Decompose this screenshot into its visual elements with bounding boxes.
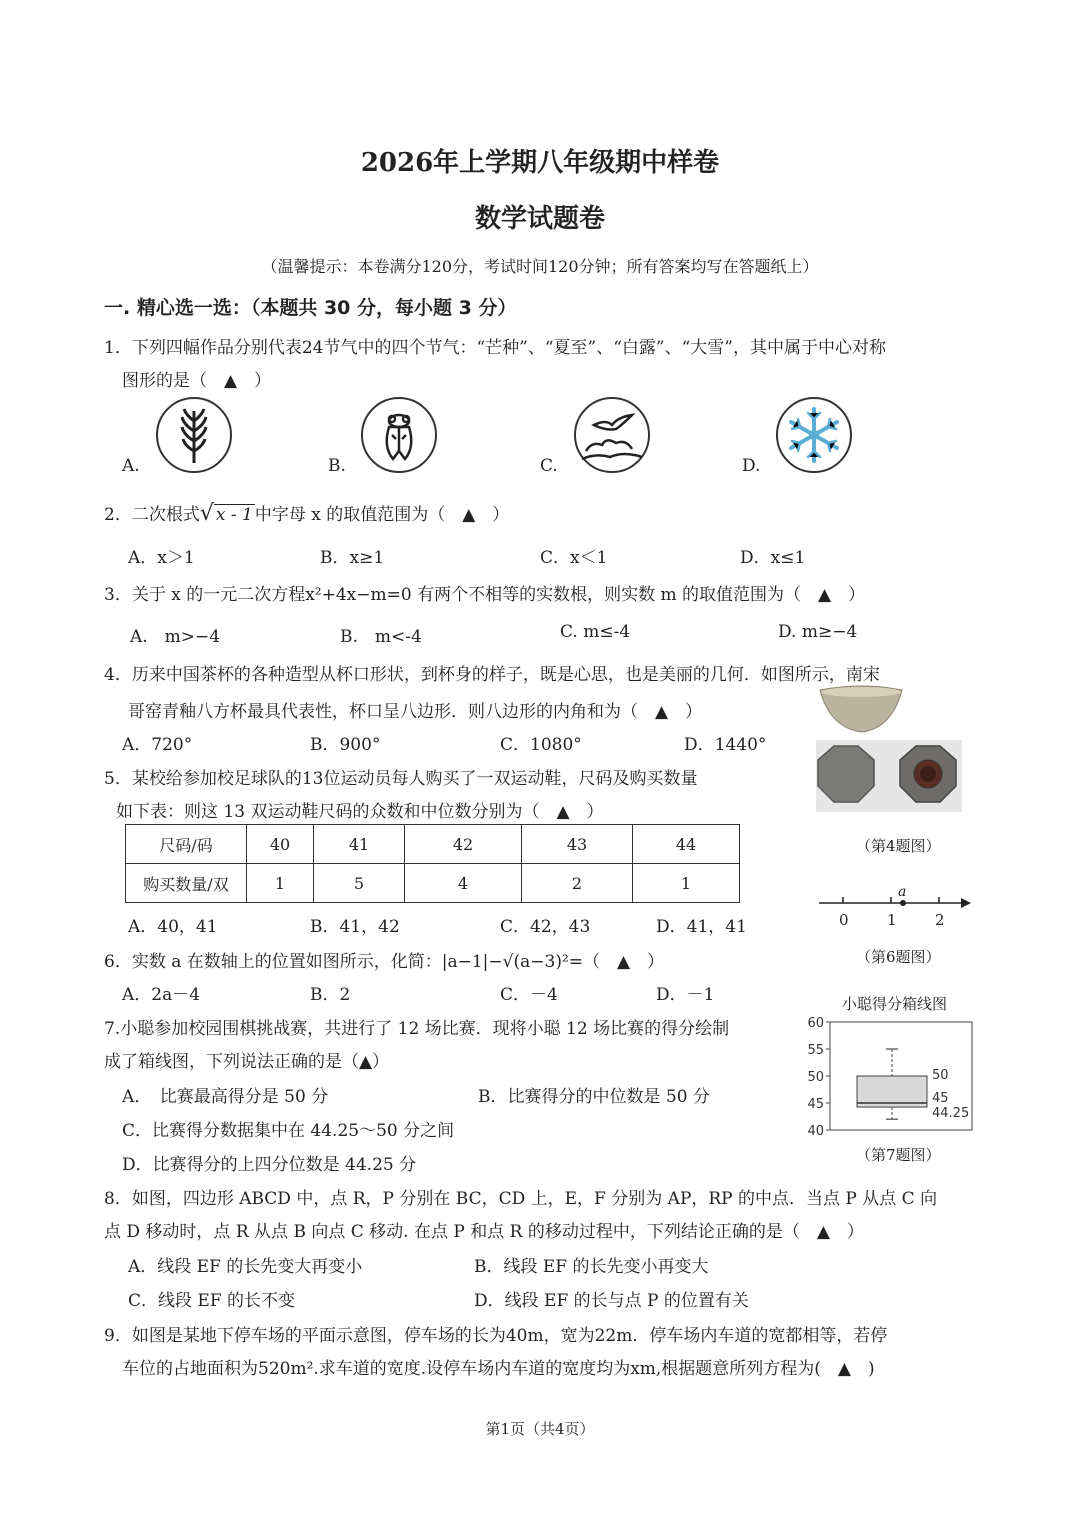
q3-option-d: D. m≥−4 — [778, 622, 858, 642]
page-footer: 第1页（共4页） — [485, 1420, 595, 1438]
q4-option-a: A．720° — [122, 735, 193, 755]
q5-option-d: D．41，41 — [656, 917, 747, 937]
q3-option-a: A. m>−4 — [130, 627, 221, 647]
q1-line1: 1．下列四幅作品分别代表24节气中的四个节气：“芒种”、“夏至”、“白露”、“大雪”，其中属于中心对称 — [104, 338, 886, 358]
boxplot-title: 小聪得分箱线图 — [842, 995, 948, 1013]
sqrt-icon: √ — [199, 501, 214, 526]
y-tick-label-1: 45 — [807, 1097, 824, 1112]
q9-line2: 车位的占地面积为520m².求车道的宽度.设停车场内车道的宽度均为xm,根据题意所列方程为( ▲ ) — [122, 1359, 875, 1379]
shoe-size-table — [125, 824, 740, 903]
q4-caption: （第4题图） — [856, 837, 941, 855]
q9-line1: 9．如图是某地下停车场的平面示意图，停车场的长为40m，宽为22m．停车场内车道的宽都相等，若停 — [104, 1326, 888, 1346]
table-cell: 尺码/码 — [126, 825, 247, 864]
q1-option-d: D. — [742, 456, 761, 476]
q4-line2: 哥窑青釉八方杯最具代表性，杯口呈八边形．则八边形的内角和为（ ▲ ） — [128, 702, 703, 722]
table-cell: 4 — [405, 864, 522, 903]
q6-caption: （第6题图） — [856, 948, 941, 966]
table-cell: 43 — [522, 825, 633, 864]
q8-line1: 8．如图，四边形 ABCD 中，点 R，P 分别在 BC，CD 上，E，F 分别为 AP，RP 的中点．当点 P 从点 C 向 — [104, 1189, 938, 1209]
q5-option-a: A．40，41 — [128, 917, 218, 937]
boxplot-chart — [800, 1012, 980, 1142]
q8-option-d: D．线段 EF 的长与点 P 的位置有关 — [474, 1291, 749, 1311]
q7-caption: （第7题图） — [856, 1146, 941, 1164]
y-tick-label-3: 55 — [807, 1043, 824, 1058]
table-cell: 40 — [247, 825, 314, 864]
q5-line1: 5．某校给参加校足球队的13位运动员每人购买了一双运动鞋，尺码及购买数量 — [104, 769, 698, 789]
numberline-tick-1: 1 — [887, 911, 897, 929]
q5-line2: 如下表：则这 13 双运动鞋尺码的众数和中位数分别为（ ▲ ） — [116, 802, 604, 822]
exam-title: 2026年上学期八年级期中样卷 — [360, 148, 720, 178]
q7-option-d: D．比赛得分的上四分位数是 44.25 分 — [122, 1155, 417, 1175]
q6-option-a: A．2a－4 — [122, 985, 201, 1005]
y-tick-label-2: 50 — [807, 1070, 824, 1085]
q1-option-c: C. — [540, 456, 558, 476]
q2-radicand: x - 1 — [215, 505, 253, 525]
cicada-icon — [361, 397, 437, 473]
q2-option-a: A．x＞1 — [128, 548, 195, 568]
teacup-photo — [812, 684, 962, 818]
table-row — [126, 825, 740, 864]
table-cell: 41 — [314, 825, 405, 864]
table-cell: 购买数量/双 — [126, 864, 247, 903]
snowflake-icon — [776, 397, 852, 473]
numberline-tick-2: 2 — [935, 911, 945, 929]
q3-option-b: B. m<-4 — [340, 627, 422, 647]
q4-option-c: C．1080° — [500, 735, 582, 755]
exam-subtitle: 数学试题卷 — [474, 204, 605, 234]
q3-text: 3．关于 x 的一元二次方程x²+4x−m=0 有两个不相等的实数根，则实数 m 的取值范围为（ ▲ ） — [104, 585, 866, 605]
q7-option-b: B．比赛得分的中位数是 50 分 — [478, 1087, 710, 1107]
table-cell: 1 — [633, 864, 740, 903]
q3-option-c: C. m≤-4 — [560, 622, 631, 642]
q6-text: 6．实数 a 在数轴上的位置如图所示，化简：|a−1|−√(a−3)²=（ ▲ ） — [104, 952, 665, 972]
q7-line2: 成了箱线图，下列说法正确的是（▲） — [104, 1052, 390, 1072]
q1-line2: 图形的是（ ▲ ） — [122, 371, 272, 391]
q5-option-c: C．42，43 — [500, 917, 591, 937]
bird-over-clouds-icon — [574, 397, 650, 473]
q7-option-a: A． 比赛最高得分是 50 分 — [122, 1087, 329, 1107]
q2-option-c: C．x＜1 — [540, 548, 608, 568]
q1-option-a: A. — [122, 456, 140, 476]
table-row — [126, 864, 740, 903]
q2-text — [104, 500, 509, 526]
q8-line2: 点 D 移动时，点 R 从点 B 向点 C 移动. 在点 P 和点 R 的移动过程中，下列结论正确的是（ ▲ ） — [104, 1222, 864, 1242]
q6-option-d: D．－1 — [656, 985, 715, 1005]
wheat-icon — [156, 397, 232, 473]
numberline-tick-0: 0 — [839, 911, 849, 929]
q8-option-b: B．线段 EF 的长先变小再变大 — [474, 1257, 709, 1277]
q5-option-b: B．41，42 — [310, 917, 400, 937]
q4-line1: 4．历来中国茶杯的各种造型从杯口形状，到杯身的样子，既是心思，也是美丽的几何．如图所示，南宋 — [104, 665, 880, 685]
q2-option-d: D．x≤1 — [740, 548, 806, 568]
section-heading: 一. 精心选一选：（本题共 30 分，每小题 3 分） — [104, 297, 517, 319]
table-cell: 5 — [314, 864, 405, 903]
q8-option-a: A．线段 EF 的长先变大再变小 — [128, 1257, 363, 1277]
table-cell: 44 — [633, 825, 740, 864]
q7-line1: 7.小聪参加校园围棋挑战赛，共进行了 12 场比赛．现将小聪 12 场比赛的得分绘制 — [104, 1019, 730, 1039]
q2-pre: 2．二次根式 — [104, 505, 200, 525]
q6-option-c: C．－4 — [500, 985, 558, 1005]
q1-option-b: B. — [328, 456, 346, 476]
y-tick-label-0: 40 — [807, 1124, 824, 1138]
q4-option-d: D．1440° — [684, 735, 767, 755]
numberline-point-label: a — [898, 884, 907, 900]
table-cell: 2 — [522, 864, 633, 903]
boxplot-annotation-2: 44.25 — [932, 1106, 970, 1122]
boxplot-annotation-0: 50 — [932, 1068, 949, 1083]
table-cell: 42 — [405, 825, 522, 864]
q4-option-b: B．900° — [310, 735, 381, 755]
y-tick-label-4: 60 — [807, 1016, 824, 1031]
q6-option-b: B．2 — [310, 985, 351, 1005]
exam-hint: （温馨提示：本卷满分120分，考试时间120分钟；所有答案均写在答题纸上） — [261, 257, 819, 276]
table-cell: 1 — [247, 864, 314, 903]
q2-post: 中字母 x 的取值范围为（ ▲ ） — [254, 505, 510, 525]
q7-option-c: C．比赛得分数据集中在 44.25～50 分之间 — [122, 1121, 455, 1141]
boxplot-annotation-1: 45 — [932, 1091, 949, 1106]
q2-option-b: B．x≥1 — [320, 548, 385, 568]
q8-option-c: C．线段 EF 的长不变 — [128, 1291, 296, 1311]
